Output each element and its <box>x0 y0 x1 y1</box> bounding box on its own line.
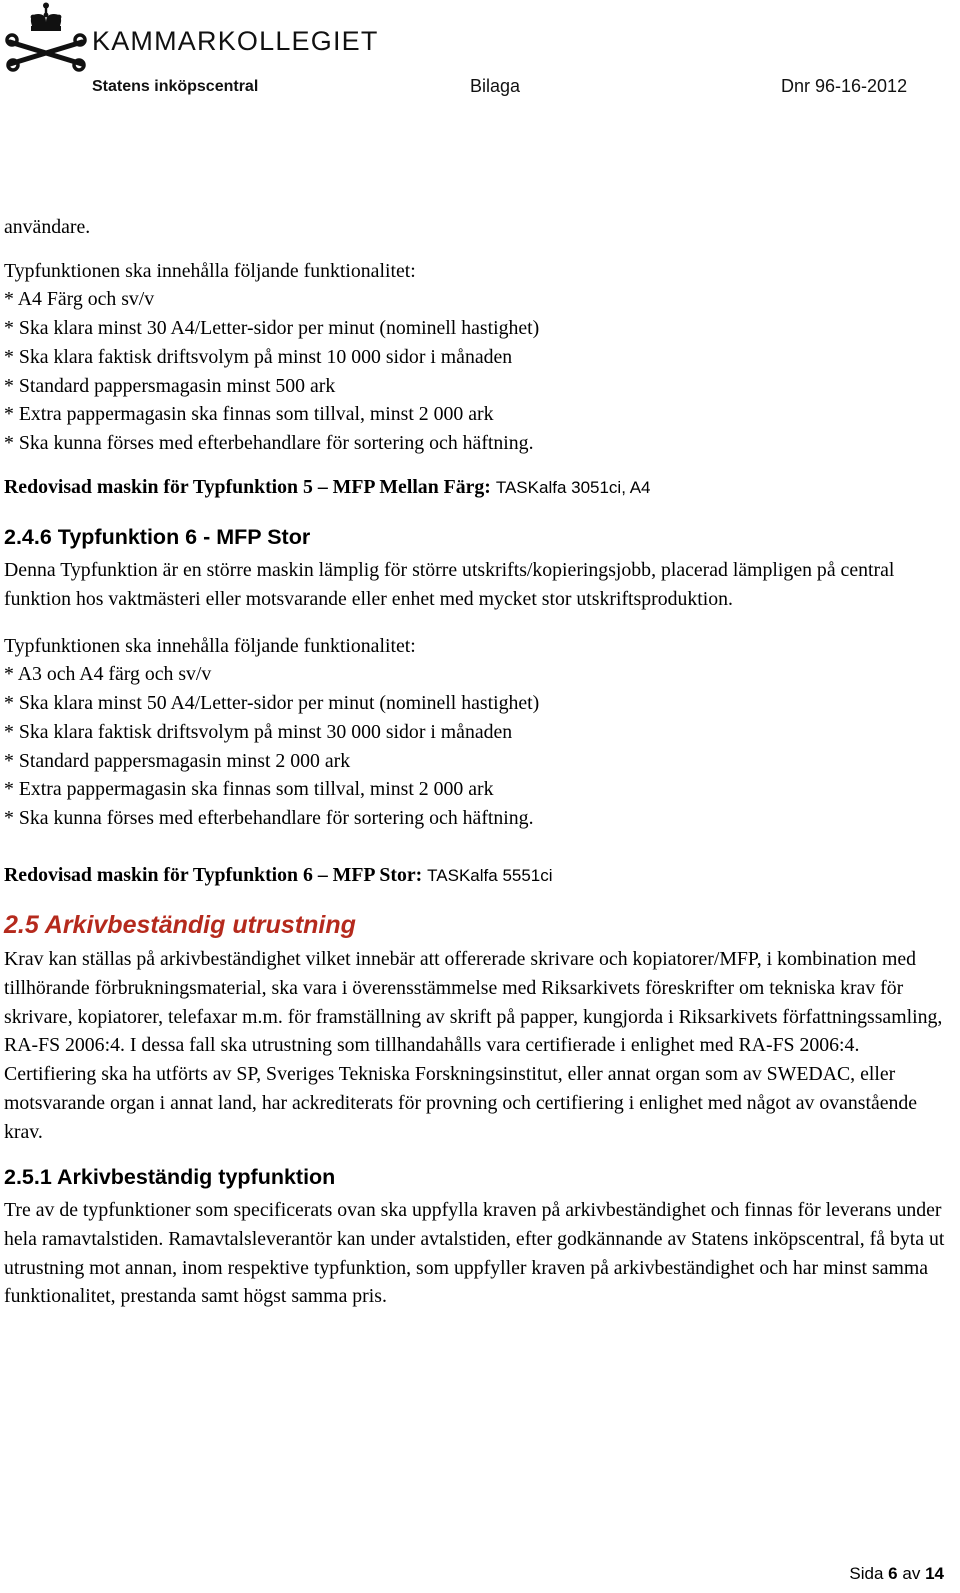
dnr: Dnr 96-16-2012 <box>781 76 908 96</box>
document-body <box>4 213 954 1311</box>
current-page: 6 <box>888 1564 898 1583</box>
requirement-list-6 <box>4 632 954 833</box>
section-heading-2-4-6: 2.4.6 Typfunktion 6 - MFP Stor <box>4 525 311 550</box>
page-of: av <box>902 1564 921 1583</box>
list-item: * Ska klara minst 30 A4/Letter-sidor per minut (nominell hastighet) <box>4 317 540 340</box>
list-item: * Ska klara faktisk driftsvolym på minst 10 000 sidor i månaden <box>4 345 513 368</box>
list-item: * Extra pappermagasin ska finnas som tillval, minst 2 000 ark <box>4 403 494 426</box>
list-item: * Ska klara minst 50 A4/Letter-sidor per minut (nominell hastighet) <box>4 692 540 715</box>
machine-label: Redovisad maskin för Typfunktion 6 – MFP Stor: <box>4 863 423 886</box>
list-item: * Extra pappermagasin ska finnas som tillval, minst 2 000 ark <box>4 778 494 801</box>
list-item: * Ska kunna förses med efterbehandlare för sortering och häftning. <box>4 806 534 829</box>
section-heading-2-5: 2.5 Arkivbeständig utrustning <box>4 911 356 940</box>
paragraph: Tre av de typfunktioner som specificerats ovan ska uppfylla kraven på arkivbeständighet och finnas för leverans under hela ramavtalstiden. Ramavtalsleverantör kan under avtalstiden, efter godkännande av Statens inköpscentral, få byta ut utrustning mot annan, inom respektive typfunktion, som uppfyller kraven på arkivbeständighet och har minst samma funktionalitet, prestanda samt högst samma pris. <box>4 1199 945 1308</box>
list-item: * Ska klara faktisk driftsvolym på minst 30 000 sidor i månaden <box>4 720 513 743</box>
total-pages: 14 <box>925 1564 944 1583</box>
unit-name: Statens inköpscentral <box>92 78 259 95</box>
kammarkollegiet-crown-logo <box>4 2 89 72</box>
list-item: * Standard pappersmagasin minst 2 000 ark <box>4 749 351 772</box>
list-item: * A4 Färg och sv/v <box>4 288 155 311</box>
requirement-list-5 <box>4 257 954 458</box>
paragraph: Denna Typfunktion är en större maskin lämplig för större utskrifts/kopieringsjobb, placerad lämpligen på central funktion hos vaktmästeri eller motsvarande eller enhet med mycket stor utskriftsproduktion. <box>4 559 895 611</box>
list-item: * Ska kunna förses med efterbehandlare för sortering och häftning. <box>4 431 534 454</box>
page-label: Sida <box>849 1564 884 1583</box>
paragraph: Krav kan ställas på arkivbeständighet vilket innebär att offererade skrivare och kopiatorer/MFP, i kombination med tillhörande förbrukningsmaterial, ska vara i överensstämmelse med Riksarkivets föreskrifter om tekniska krav för skrivare, kopiatorer, telefaxar m.m. för framställning av skrift på papper, kungjorda i Riksarkivets författningssamling, RA-FS 2006:4. I dessa fall ska utrustning som tillhandahålls vara certifierade i enlighet med RA-FS 2006:4. Certifiering ska ha utförts av SP, Sveriges Tekniska Forskningsinstitut, eller annat organ som av SWEDAC, eller motsvarande organ i annat land, har ackrediterats för provning och certifiering i enlighet med något av ovanstående krav. <box>4 948 943 1143</box>
paragraph-fragment: användare. <box>4 216 91 238</box>
list-intro: Typfunktionen ska innehålla följande funktionalitet: <box>4 634 416 657</box>
page-number <box>849 1564 944 1584</box>
section-heading-2-5-1: 2.5.1 Arkivbeständig typfunktion <box>4 1165 336 1190</box>
machine-line-6 <box>4 861 954 891</box>
list-item: * A3 och A4 färg och sv/v <box>4 663 212 686</box>
machine-label: Redovisad maskin för Typfunktion 5 – MFP Mellan Färg: <box>4 475 491 498</box>
doc-type: Bilaga <box>470 76 521 96</box>
list-intro: Typfunktionen ska innehålla följande funktionalitet: <box>4 259 416 282</box>
machine-model: TASKalfa 3051ci, A4 <box>495 477 651 497</box>
list-item: * Standard pappersmagasin minst 500 ark <box>4 374 336 397</box>
brand-name: KAMMARKOLLEGIET <box>92 26 379 56</box>
machine-model: TASKalfa 5551ci <box>427 865 553 885</box>
machine-line-5 <box>4 473 954 503</box>
